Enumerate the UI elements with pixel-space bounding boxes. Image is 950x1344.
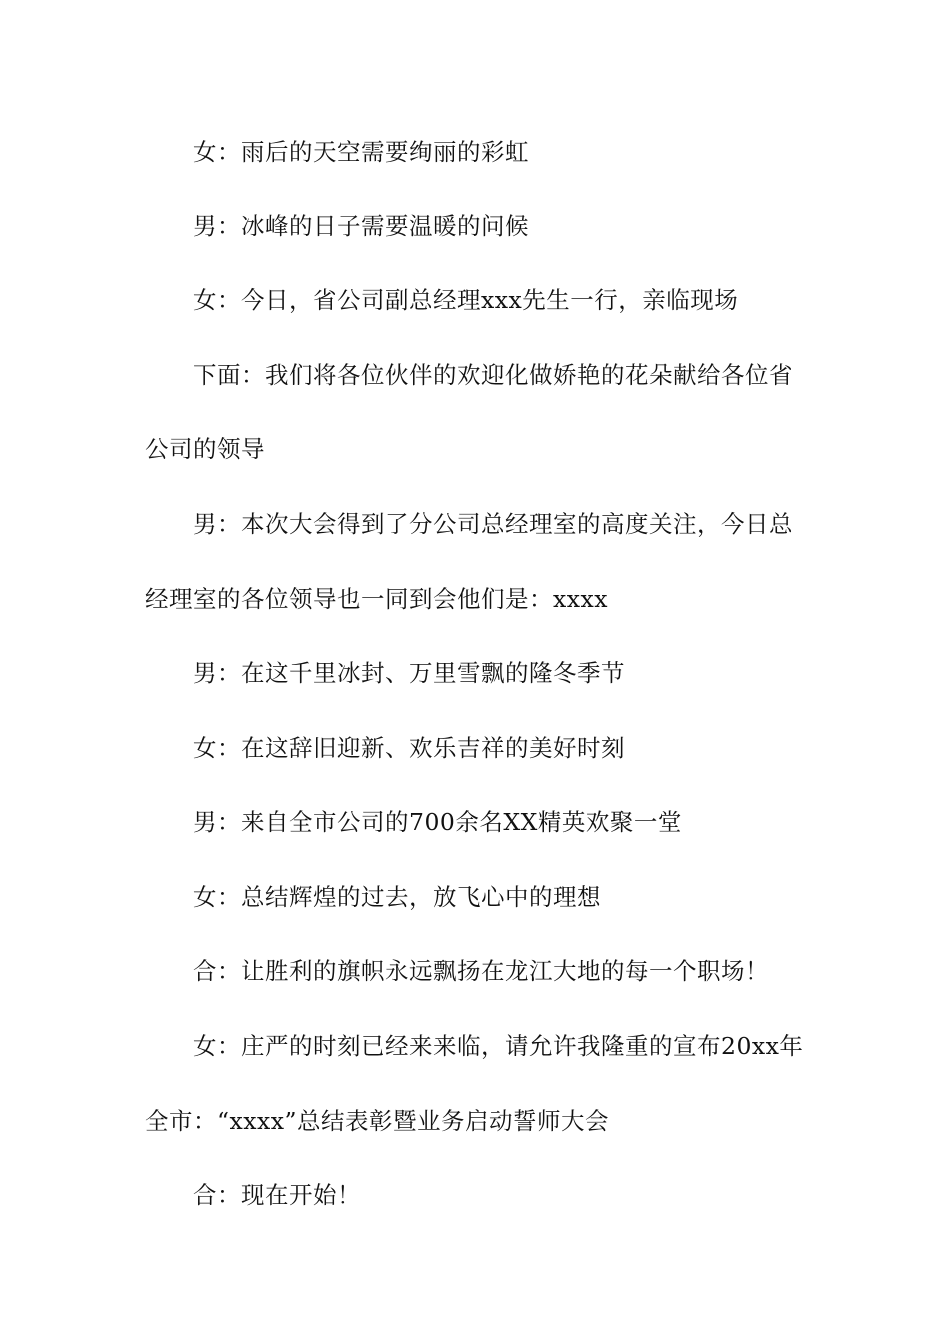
text-line: 男：在这千里冰封、万里雪飘的隆冬季节 <box>193 659 625 687</box>
text-line: 女：雨后的天空需要绚丽的彩虹 <box>193 138 529 166</box>
text-line: 女：总结辉煌的过去，放飞心中的理想 <box>193 883 601 911</box>
text-line: 女：在这辞旧迎新、欢乐吉祥的美好时刻 <box>193 734 625 762</box>
text-line: 全市：“xxxx”总结表彰暨业务启动誓师大会 <box>145 1107 610 1135</box>
text-line: 女：今日，省公司副总经理xxx先生一行，亲临现场 <box>193 286 739 314</box>
text-line: 男：本次大会得到了分公司总经理室的高度关注，今日总 <box>193 510 793 538</box>
text-line: 合：让胜利的旗帜永远飘扬在龙江大地的每一个职场！ <box>193 957 769 985</box>
text-line: 男：冰峰的日子需要温暖的问候 <box>193 212 529 240</box>
text-line: 合：现在开始！ <box>193 1181 361 1209</box>
text-line: 女：庄严的时刻已经来来临，请允许我隆重的宣布20xx年 <box>193 1032 804 1060</box>
text-line: 下面：我们将各位伙伴的欢迎化做娇艳的花朵献给各位省 <box>193 361 793 389</box>
text-line: 经理室的各位领导也一同到会他们是：xxxx <box>145 585 609 613</box>
text-line: 公司的领导 <box>145 435 265 463</box>
text-line: 男：来自全市公司的700余名XX精英欢聚一堂 <box>193 808 682 836</box>
